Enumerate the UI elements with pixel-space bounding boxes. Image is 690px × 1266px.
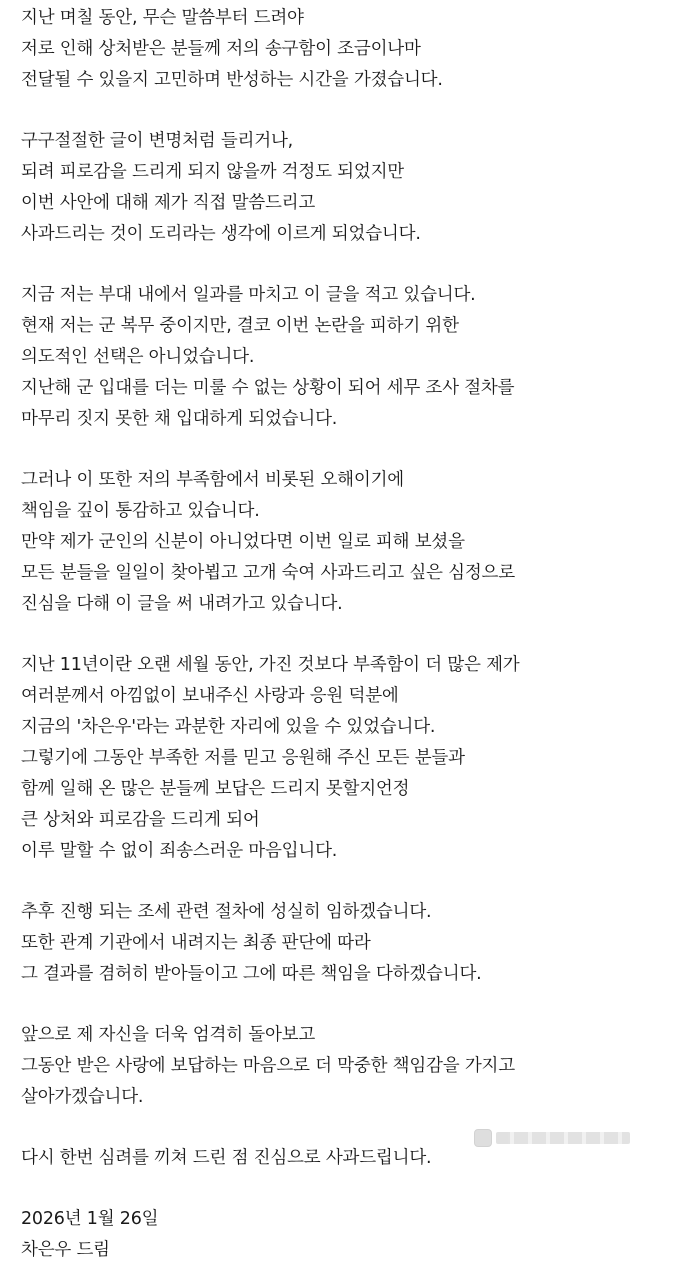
paragraph-spacer [21,867,671,897]
paragraph-1 [21,3,671,96]
paragraph-4 [21,465,671,620]
letter-date: 2026년 1월 26일 [21,1209,159,1229]
letter-line: 사과드리는 것이 도리라는 생각에 이르게 되었습니다. [21,224,421,244]
letter-line: 책임을 깊이 통감하고 있습니다. [21,501,260,521]
letter-line: 이번 사안에 대해 제가 직접 말씀드리고 [21,193,316,213]
letter-line: 모든 분들을 일일이 찾아뵙고 고개 숙여 사과드리고 싶은 심정으로 [21,563,515,583]
paragraph-spacer [21,620,671,650]
letter-line: 지난 11년이란 오랜 세월 동안, 가진 것보다 부족함이 더 많은 제가 [21,655,520,675]
letter-signature: 차은우 드림 [21,1240,110,1260]
letter-line: 의도적인 선택은 아니었습니다. [21,347,255,367]
letter-line: 큰 상처와 피로감을 드리게 되어 [21,810,260,830]
letter-line: 다시 한번 심려를 끼쳐 드린 점 진심으로 사과드립니다. [21,1148,432,1168]
letter-line: 함께 일해 온 많은 분들께 보답은 드리지 못할지언정 [21,779,410,799]
apology-letter [21,3,671,1266]
paragraph-3 [21,280,671,435]
letter-line: 만약 제가 군인의 신분이 아니었다면 이번 일로 피해 보셨을 [21,532,465,552]
source-watermark [474,1128,630,1148]
paragraph-spacer [21,990,671,1020]
letter-line: 마무리 짓지 못한 채 입대하게 되었습니다. [21,409,338,429]
letter-line: 되려 피로감을 드리게 되지 않을까 걱정도 되었지만 [21,162,404,182]
letter-line: 지난해 군 입대를 더는 미룰 수 없는 상황이 되어 세무 조사 절차를 [21,378,515,398]
paragraph-7 [21,1020,671,1113]
paragraph-spacer [21,96,671,126]
letter-line: 전달될 수 있을지 고민하며 반성하는 시간을 가졌습니다. [21,70,443,90]
paragraph-6 [21,897,671,990]
letter-line: 앞으로 제 자신을 더욱 엄격히 돌아보고 [21,1025,316,1045]
paragraph-spacer [21,250,671,280]
letter-line: 또한 관계 기관에서 내려지는 최종 판단에 따라 [21,933,371,953]
letter-signoff [21,1204,671,1266]
letter-line: 그렇기에 그동안 부족한 저를 믿고 응원해 주신 모든 분들과 [21,748,465,768]
watermark-blurred-text [496,1132,630,1144]
letter-line: 지금 저는 부대 내에서 일과를 마치고 이 글을 적고 있습니다. [21,285,476,305]
paragraph-spacer [21,435,671,465]
letter-line: 살아가겠습니다. [21,1087,144,1107]
letter-line: 구구절절한 글이 변명처럼 들리거나, [21,131,294,151]
letter-line: 이루 말할 수 없이 죄송스러운 마음입니다. [21,841,338,861]
letter-line: 그러나 이 또한 저의 부족함에서 비롯된 오해이기에 [21,470,404,490]
paragraph-spacer [21,1174,671,1204]
letter-line: 저로 인해 상처받은 분들께 저의 송구함이 조금이나마 [21,39,421,59]
watermark-logo-icon [474,1129,492,1147]
letter-line: 진심을 다해 이 글을 써 내려가고 있습니다. [21,594,343,614]
letter-line: 지금의 '차은우'라는 과분한 자리에 있을 수 있었습니다. [21,717,436,737]
paragraph-2 [21,126,671,250]
letter-line: 여러분께서 아낌없이 보내주신 사랑과 응원 덕분에 [21,686,399,706]
letter-line: 현재 저는 군 복무 중이지만, 결코 이번 논란을 피하기 위한 [21,316,459,336]
letter-line: 그동안 받은 사랑에 보답하는 마음으로 더 막중한 책임감을 가지고 [21,1056,515,1076]
letter-line: 지난 며칠 동안, 무슨 말씀부터 드려야 [21,8,304,28]
paragraph-5 [21,650,671,867]
letter-line: 그 결과를 겸허히 받아들이고 그에 따른 책임을 다하겠습니다. [21,964,482,984]
letter-line: 추후 진행 되는 조세 관련 절차에 성실히 임하겠습니다. [21,902,432,922]
